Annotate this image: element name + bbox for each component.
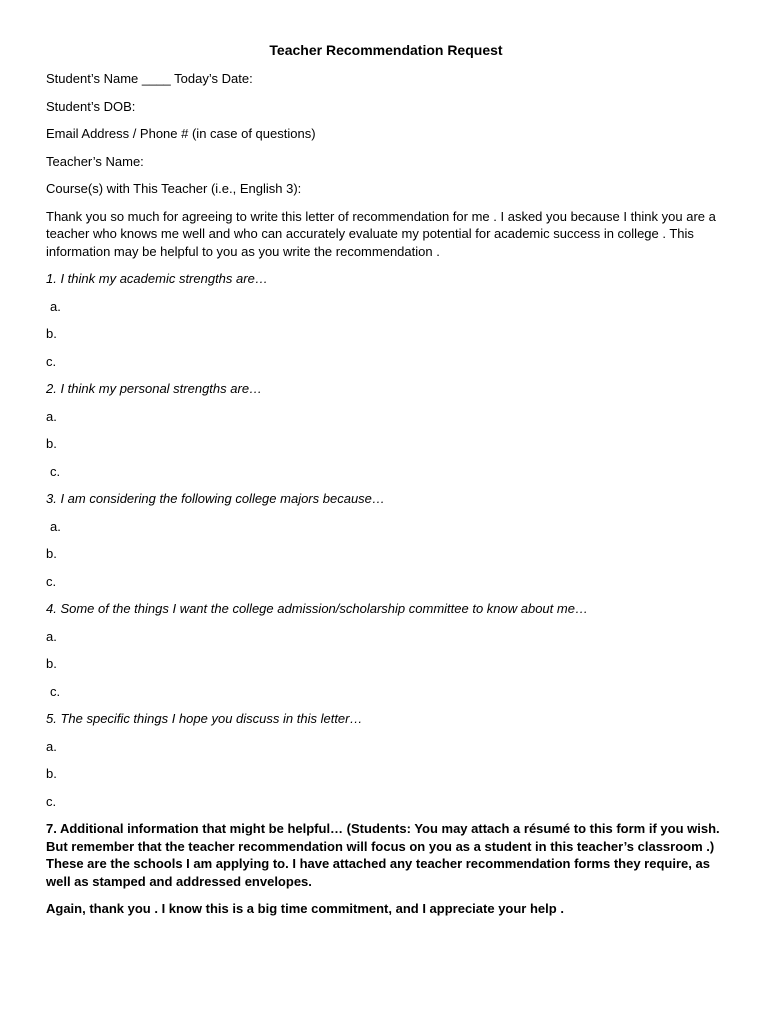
student-dob-field: Student’s DOB:	[46, 98, 136, 114]
section-3-prompt: 3. I am considering the following college majors because…	[46, 491, 385, 506]
section-1-item-c: c.	[46, 353, 57, 369]
section-3-item-b: b.	[46, 546, 57, 561]
section-1-item-b: b.	[46, 326, 57, 341]
section-5-item-b: b.	[46, 766, 57, 781]
intro-paragraph: Thank you so much for agreeing to write this letter of recommendation for me . I asked you because I think you are a teacher who knows me well and who can accurately evaluate my potential for academic success in college . This information may be helpful to you as you write the recommendation .	[46, 208, 716, 259]
student-name-field: Student’s Name ____ Today’s Date:	[46, 71, 253, 86]
section-4-item-c: c.	[50, 683, 61, 699]
section-3-item-c: c.	[46, 573, 57, 589]
section-3-item-a: a.	[50, 518, 61, 534]
teacher-name-field: Teacher’s Name:	[46, 153, 144, 169]
closing-paragraph: Again, thank you . I know this is a big time commitment, and I appreciate your help .	[46, 901, 564, 916]
courses-field: Course(s) with This Teacher (i.e., English 3):	[46, 181, 302, 196]
section-4-item-b: b.	[46, 656, 57, 671]
section-5-item-a: a.	[46, 738, 57, 754]
section-2-item-c: c.	[50, 463, 61, 479]
additional-info-paragraph: 7. Additional information that might be helpful… (Students: You may attach a résumé to this form if you wish. But remember that the teacher recommendation will focus on you as a student in this teacher’s classroom .) These are the schools I am applying to. I have attached any teacher recommendation forms they require, as well as stamped and addressed envelopes.	[46, 821, 720, 889]
section-1-item-a: a.	[50, 298, 61, 314]
section-1-prompt: 1. I think my academic strengths are…	[46, 271, 268, 286]
section-5-prompt: 5. The specific things I hope you discuss in this letter…	[46, 711, 363, 726]
section-2-prompt: 2. I think my personal strengths are…	[46, 381, 263, 396]
section-4-item-a: a.	[46, 628, 57, 644]
section-5-item-c: c.	[46, 793, 57, 809]
section-2-item-a: a.	[46, 408, 57, 424]
section-4-prompt: 4. Some of the things I want the college admission/scholarship committee to know about me…	[46, 601, 588, 616]
document-title: Teacher Recommendation Request	[269, 42, 503, 58]
section-2-item-b: b.	[46, 436, 57, 451]
contact-field: Email Address / Phone # (in case of questions)	[46, 126, 316, 141]
document-page	[46, 40, 726, 928]
